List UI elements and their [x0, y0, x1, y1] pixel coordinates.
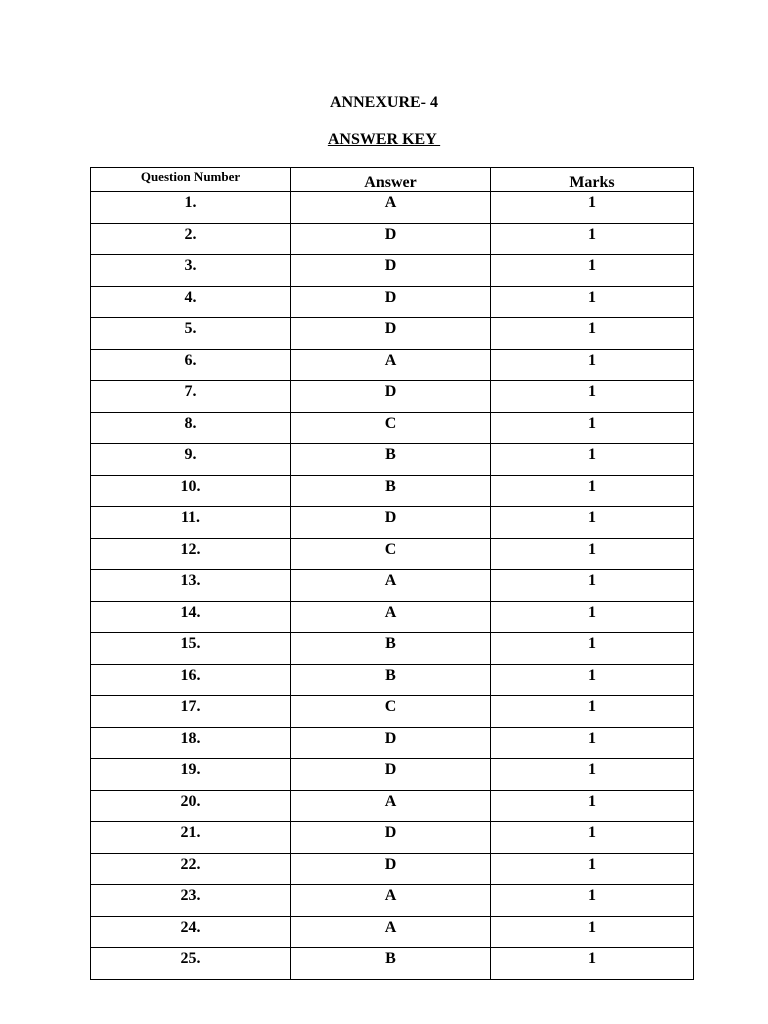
header-answer: Answer	[291, 168, 491, 192]
question-number-cell: 1.	[91, 192, 291, 224]
marks-cell: 1	[491, 853, 694, 885]
table-row	[91, 223, 694, 255]
question-number-cell: 7.	[91, 381, 291, 413]
header-question-number: Question Number	[91, 168, 291, 192]
marks-cell: 1	[491, 948, 694, 980]
table-row	[91, 255, 694, 287]
table-row	[91, 318, 694, 350]
answer-cell: D	[291, 318, 491, 350]
question-number-cell: 12.	[91, 538, 291, 570]
question-number-cell: 21.	[91, 822, 291, 854]
table-body	[91, 192, 694, 980]
header-marks: Marks	[491, 168, 694, 192]
answer-cell: D	[291, 286, 491, 318]
answer-cell: D	[291, 255, 491, 287]
answer-cell: A	[291, 916, 491, 948]
question-number-cell: 17.	[91, 696, 291, 728]
answer-cell: D	[291, 759, 491, 791]
table-row	[91, 444, 694, 476]
table-row	[91, 538, 694, 570]
table-row	[91, 349, 694, 381]
table-row	[91, 286, 694, 318]
answer-cell: A	[291, 570, 491, 602]
question-number-cell: 5.	[91, 318, 291, 350]
answer-cell: A	[291, 790, 491, 822]
marks-cell: 1	[491, 286, 694, 318]
table-row	[91, 853, 694, 885]
marks-cell: 1	[491, 318, 694, 350]
marks-cell: 1	[491, 538, 694, 570]
question-number-cell: 19.	[91, 759, 291, 791]
answer-cell: B	[291, 948, 491, 980]
question-number-cell: 3.	[91, 255, 291, 287]
marks-cell: 1	[491, 255, 694, 287]
marks-cell: 1	[491, 444, 694, 476]
table-row	[91, 192, 694, 224]
table-row	[91, 885, 694, 917]
answer-cell: A	[291, 192, 491, 224]
answer-key-heading: ANSWER KEY	[327, 131, 441, 148]
answer-cell: A	[291, 349, 491, 381]
table-row	[91, 759, 694, 791]
table-row	[91, 412, 694, 444]
answer-cell: C	[291, 412, 491, 444]
marks-cell: 1	[491, 507, 694, 539]
table-row	[91, 822, 694, 854]
marks-cell: 1	[491, 223, 694, 255]
table-row	[91, 507, 694, 539]
marks-cell: 1	[491, 759, 694, 791]
answer-cell: A	[291, 885, 491, 917]
marks-cell: 1	[491, 412, 694, 444]
answer-cell: B	[291, 633, 491, 665]
answer-cell: A	[291, 601, 491, 633]
marks-cell: 1	[491, 633, 694, 665]
question-number-cell: 23.	[91, 885, 291, 917]
table-row	[91, 475, 694, 507]
marks-cell: 1	[491, 601, 694, 633]
marks-cell: 1	[491, 570, 694, 602]
table-row	[91, 916, 694, 948]
answer-cell: D	[291, 223, 491, 255]
table-row	[91, 633, 694, 665]
marks-cell: 1	[491, 664, 694, 696]
table-row	[91, 664, 694, 696]
answer-cell: C	[291, 696, 491, 728]
question-number-cell: 2.	[91, 223, 291, 255]
question-number-cell: 20.	[91, 790, 291, 822]
question-number-cell: 25.	[91, 948, 291, 980]
answer-cell: D	[291, 727, 491, 759]
question-number-cell: 9.	[91, 444, 291, 476]
question-number-cell: 24.	[91, 916, 291, 948]
answer-cell: B	[291, 664, 491, 696]
question-number-cell: 8.	[91, 412, 291, 444]
marks-cell: 1	[491, 381, 694, 413]
table-row	[91, 381, 694, 413]
table-row	[91, 790, 694, 822]
marks-cell: 1	[491, 790, 694, 822]
marks-cell: 1	[491, 727, 694, 759]
question-number-cell: 13.	[91, 570, 291, 602]
question-number-cell: 22.	[91, 853, 291, 885]
question-number-cell: 11.	[91, 507, 291, 539]
answer-cell: D	[291, 507, 491, 539]
table-row	[91, 601, 694, 633]
answer-cell: B	[291, 475, 491, 507]
question-number-cell: 10.	[91, 475, 291, 507]
table-row	[91, 948, 694, 980]
answer-cell: B	[291, 444, 491, 476]
table-row	[91, 727, 694, 759]
table-header-row	[91, 168, 694, 192]
question-number-cell: 14.	[91, 601, 291, 633]
question-number-cell: 6.	[91, 349, 291, 381]
question-number-cell: 15.	[91, 633, 291, 665]
answer-key-table	[90, 167, 694, 980]
table-row	[91, 570, 694, 602]
marks-cell: 1	[491, 885, 694, 917]
marks-cell: 1	[491, 349, 694, 381]
marks-cell: 1	[491, 696, 694, 728]
marks-cell: 1	[491, 916, 694, 948]
table-row	[91, 696, 694, 728]
question-number-cell: 4.	[91, 286, 291, 318]
question-number-cell: 16.	[91, 664, 291, 696]
document-title: ANNEXURE- 4	[330, 94, 438, 111]
marks-cell: 1	[491, 192, 694, 224]
answer-cell: D	[291, 381, 491, 413]
marks-cell: 1	[491, 475, 694, 507]
answer-cell: D	[291, 853, 491, 885]
answer-cell: D	[291, 822, 491, 854]
answer-cell: C	[291, 538, 491, 570]
question-number-cell: 18.	[91, 727, 291, 759]
marks-cell: 1	[491, 822, 694, 854]
